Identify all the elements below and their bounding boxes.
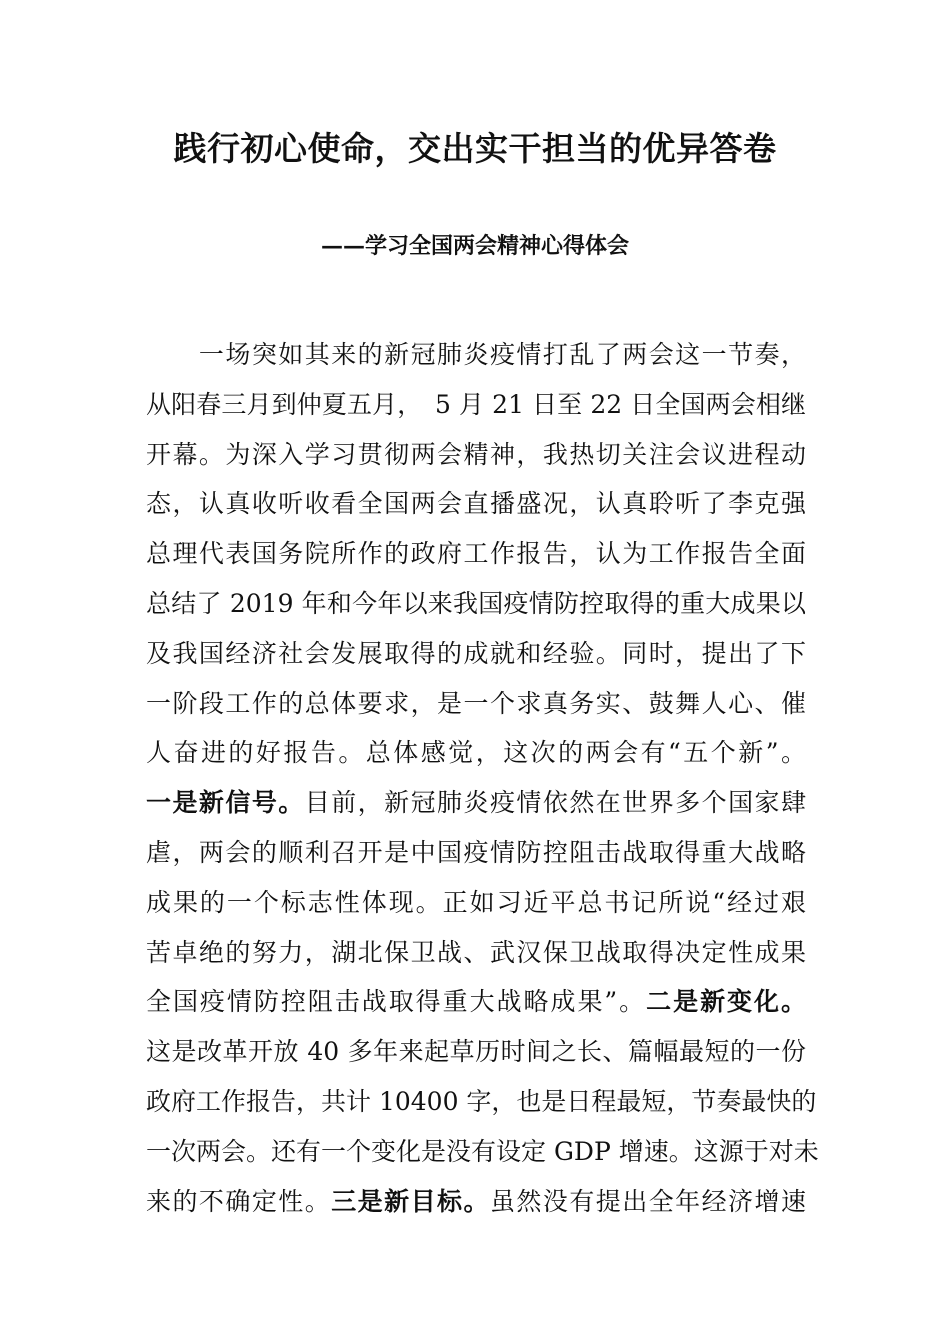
text-line	[146, 977, 806, 1027]
line-text: 从阳春三月到仲夏五月， 5 月 21 日至 22 日全国两会相继	[146, 389, 806, 419]
line-text: 一次两会。还有一个变化是没有设定 GDP 增速。这源于对未	[146, 1136, 819, 1166]
text-line	[146, 778, 806, 828]
text-line	[146, 529, 806, 579]
line-text: 这是改革开放 40 多年来起草历时间之长、篇幅最短的一份	[146, 1037, 806, 1067]
line-text: 开幕。为深入学习贯彻两会精神，我热切关注会议进程动	[146, 439, 806, 469]
line-text: 一阶段工作的总体要求，是一个求真务实、鼓舞人心、催	[146, 688, 806, 718]
line-text: 虐，两会的顺利召开是中国疫情防控阻击战取得重大战略	[146, 837, 806, 867]
text-line	[146, 430, 806, 480]
document-title: 践行初心使命，交出实干担当的优异答卷	[173, 129, 777, 168]
line-text: 虽然没有提出全年经济增速	[489, 1186, 806, 1216]
line-text: 态，认真收听收看全国两会直播盛况，认真聆听了李克强	[146, 489, 806, 519]
body-paragraph	[146, 330, 819, 1226]
line-text: 政府工作报告，共计 10400 字，也是日程最短，节奏最快的	[146, 1086, 817, 1116]
line-text: 总结了 2019 年和今年以来我国疫情防控取得的重大成果以	[146, 588, 806, 618]
text-line	[146, 579, 806, 629]
text-line	[146, 330, 806, 380]
bold-heading-text: 二是新变化。	[646, 987, 806, 1017]
bold-heading-text: 三是新目标。	[331, 1186, 490, 1216]
document-subtitle: ——学习全国两会精神心得体会	[320, 233, 629, 259]
text-line	[146, 380, 806, 430]
text-line	[146, 629, 806, 679]
text-line	[146, 1177, 806, 1227]
line-text: 一场突如其来的新冠肺炎疫情打乱了两会这一节奏，	[146, 340, 806, 369]
text-line	[146, 928, 806, 978]
text-line	[146, 1077, 817, 1127]
text-line	[146, 1127, 819, 1177]
line-text: 目前，新冠肺炎疫情依然在世界多个国家肆	[304, 788, 806, 818]
bold-heading-text: 一是新信号。	[146, 788, 305, 818]
line-text: 来的不确定性。	[146, 1186, 332, 1216]
line-text: 全国疫情防控阻击战取得重大战略成果”。	[146, 987, 647, 1017]
text-line	[146, 878, 806, 928]
line-text: 成果的一个标志性体现。正如习近平总书记所说“经过艰	[146, 887, 806, 917]
line-text: 总理代表国务院所作的政府工作报告，认为工作报告全面	[146, 539, 806, 569]
line-text: 及我国经济社会发展取得的成就和经验。同时，提出了下	[146, 638, 806, 668]
text-line	[146, 828, 806, 878]
text-line	[146, 479, 806, 529]
text-line	[146, 1027, 806, 1077]
text-line	[146, 679, 806, 729]
line-text: 人奋进的好报告。总体感觉，这次的两会有“五个新”。	[146, 738, 806, 768]
text-line	[146, 728, 806, 778]
line-text: 苦卓绝的努力，湖北保卫战、武汉保卫战取得决定性成果	[146, 937, 806, 967]
